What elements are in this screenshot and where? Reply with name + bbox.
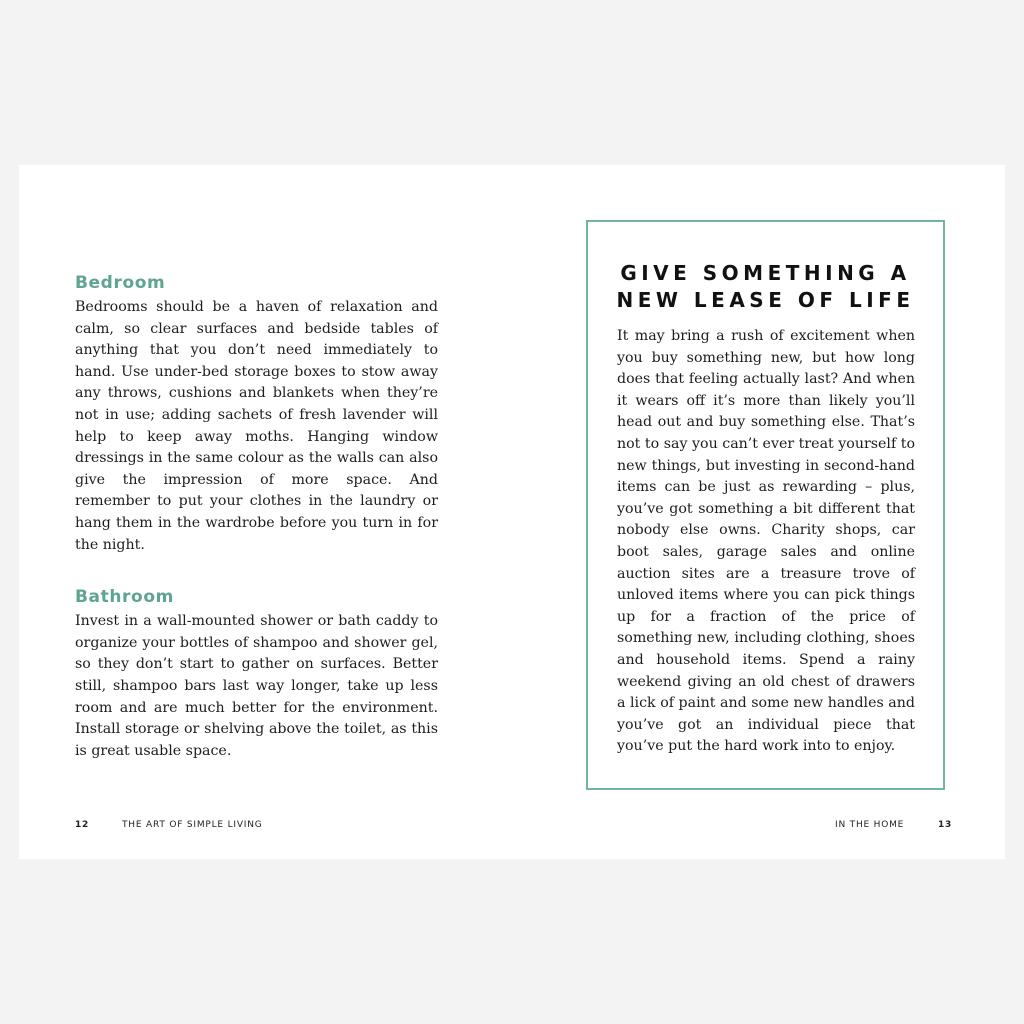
- section-bathroom: [75, 586, 438, 762]
- boxout-paragraph: It may bring a rush of excitement when you buy something new, but how long does that feeling actually last? And when it wears off it’s more than likely you’ll head out and buy something else. That’s not to say you can’t ever treat yourself to new things, but investing in second-hand items can be just as rewarding – plus, you’ve got something a bit different that nobody else owns. Charity shops, car boot sales, garage sales and online auction sites are a treasure trove of unloved items where you can pick things up for a fraction of the price of something new, including clothing, shoes and household items. Spend a rainy weekend giving an old chest of drawers a lick of paint and some new handles and you’ve got an individual piece that you’ve put the hard work into to enjoy.: [617, 328, 915, 755]
- boxout-panel: [586, 220, 945, 790]
- page-number-left: 12: [75, 820, 90, 830]
- running-head-left: THE ART OF SIMPLE LIVING: [122, 820, 263, 830]
- bathroom-heading: Bathroom: [75, 587, 174, 608]
- running-head-right: IN THE HOME: [835, 820, 905, 830]
- section-bedroom: [75, 272, 438, 556]
- book-spread: [19, 165, 1005, 859]
- bedroom-paragraph: Bedrooms should be a haven of relaxation and calm, so clear surfaces and bedside tables of anything that you don’t need immediately to hand. Use under-bed storage boxes to stow away any throws, cushions and blankets when they’re not in use; adding sachets of fresh lavender will help to keep away moths. Hanging window dressings in the same colour as the walls can also give the impression of more space. And remember to put your clothes in the laundry or hang them in the wardrobe before you turn in for the night.: [75, 299, 438, 553]
- left-page: [75, 272, 438, 762]
- boxout-title: GIVE SOMETHING A NEW LEASE OF LIFE: [616, 261, 915, 312]
- bedroom-heading: Bedroom: [75, 273, 166, 293]
- bathroom-paragraph: Invest in a wall-mounted shower or bath caddy to organize your bottles of shampoo and shower gel, so they don’t start to gather on surfaces. Better still, shampoo bars last way longer, take up less room and are much better for the environment. Install storage or shelving above the toilet, as this is great usable space.: [75, 613, 438, 759]
- page-number-right: 13: [938, 820, 953, 830]
